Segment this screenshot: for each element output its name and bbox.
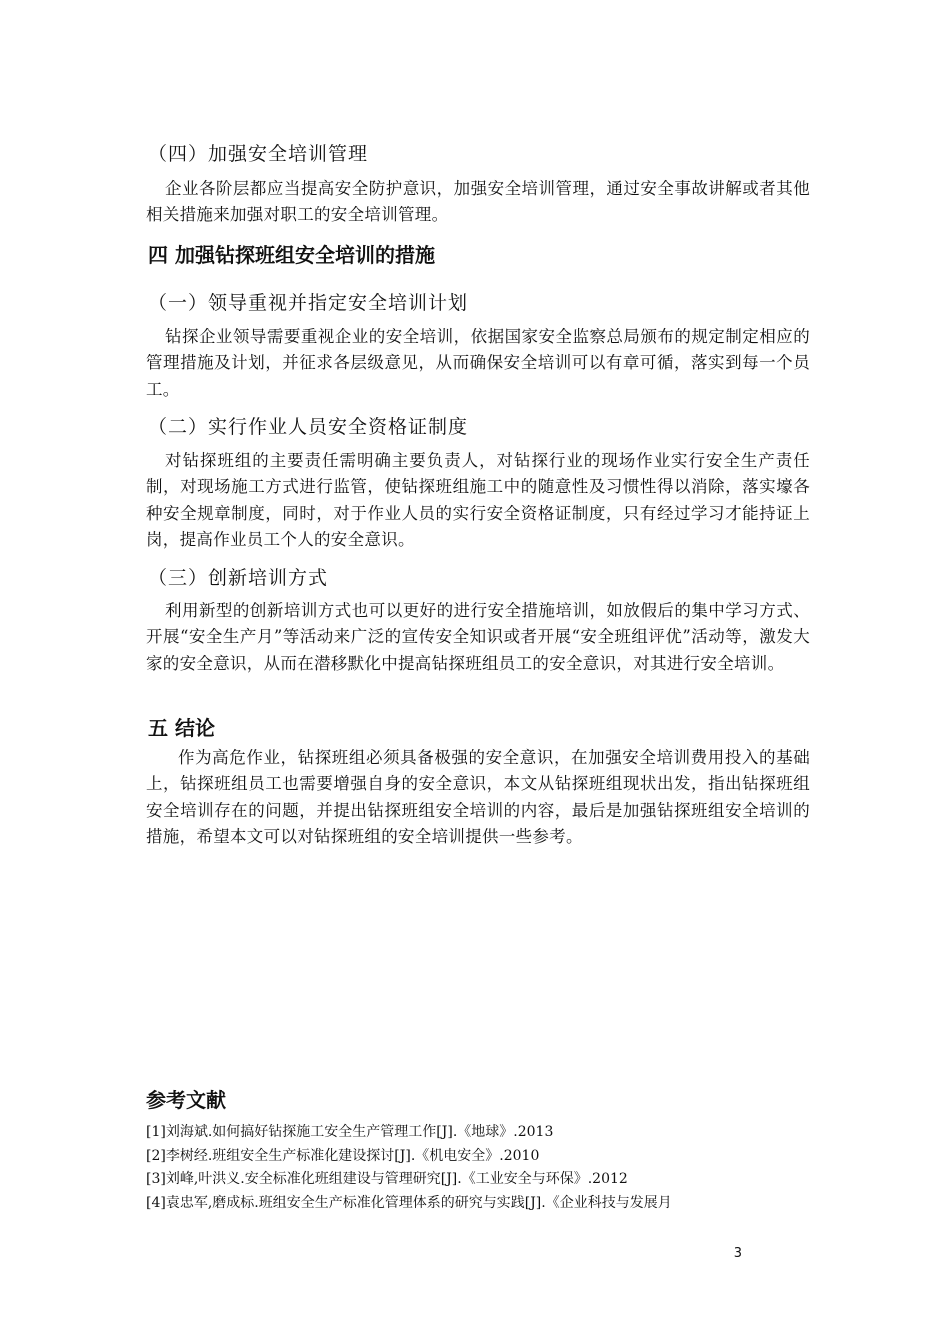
chapter-heading-training-measures: 四 加强钻探班组安全培训的措施 — [148, 243, 435, 267]
section-heading-innovative-training: （三）创新培训方式 — [148, 567, 329, 589]
references-list — [146, 1121, 672, 1215]
section-heading-qualification-system: （二）实行作业人员安全资格证制度 — [148, 416, 469, 438]
paragraph-leadership-plan: 钻探企业领导需要重视企业的安全培训，依据国家安全监察总局颁布的规定制定相应的管理措施及计划，并征求各层级意见，从而确保安全培训可以有章可循，落实到每一个员工。 — [146, 327, 810, 399]
section-heading-leadership-plan: （一）领导重视并指定安全培训计划 — [148, 292, 469, 314]
reference-item: [1]刘海斌.如何搞好钻探施工安全生产管理工作[J].《地球》.2013 — [146, 1124, 554, 1140]
reference-item: [4]袁忠军,磨成标.班组安全生产标准化管理体系的研究与实践[J].《企业科技与发展月 — [146, 1194, 672, 1211]
reference-item: [2]李树经.班组安全生产标准化建设探讨[J].《机电安全》.2010 — [146, 1147, 540, 1164]
paragraph-training-management: 企业各阶层都应当提高安全防护意识，加强安全培训管理，通过安全事故讲解或者其他相关措施来加强对职工的安全培训管理。 — [146, 179, 810, 225]
references-title: 参考文献 — [146, 1088, 226, 1112]
paragraph-conclusion: 作为高危作业，钻探班组必须具备极强的安全意识，在加强安全培训费用投入的基础上，钻探班组员工也需要增强自身的安全意识，本文从钻探班组现状出发，指出钻探班组安全培训存在的问题，并提出钻探班组安全培训的内容，最后是加强钻探班组安全培训的措施，希望本文可以对钻探班组的安全培训提供一些参考。 — [146, 748, 810, 847]
paragraph-qualification-system: 对钻探班组的主要责任需明确主要负责人，对钻探行业的现场作业实行安全生产责任制，对现场施工方式进行监管，使钻探班组施工中的随意性及习惯性得以消除，落实壕各种安全规章制度，同时，对于作业人员的实行安全资格证制度，只有经过学习才能持证上岗，提高作业员工个人的安全意识。 — [146, 451, 810, 550]
page-number: 3 — [733, 1246, 742, 1261]
section-heading-strengthen-training-management: （四）加强安全培训管理 — [148, 143, 369, 165]
chapter-heading-conclusion: 五 结论 — [148, 716, 215, 740]
paragraph-innovative-training: 利用新型的创新培训方式也可以更好的进行安全措施培训，如放假后的集中学习方式、开展“安全生产月”等活动来广泛的宣传安全知识或者开展“安全班组评优”活动等，激发大家的安全意识，从而在潜移默化中提高钻探班组员工的安全意识，对其进行安全培训。 — [146, 601, 810, 673]
reference-item: [3]刘峰,叶洪义.安全标准化班组建设与管理研究[J].《工业安全与环保》.2012 — [146, 1171, 628, 1188]
